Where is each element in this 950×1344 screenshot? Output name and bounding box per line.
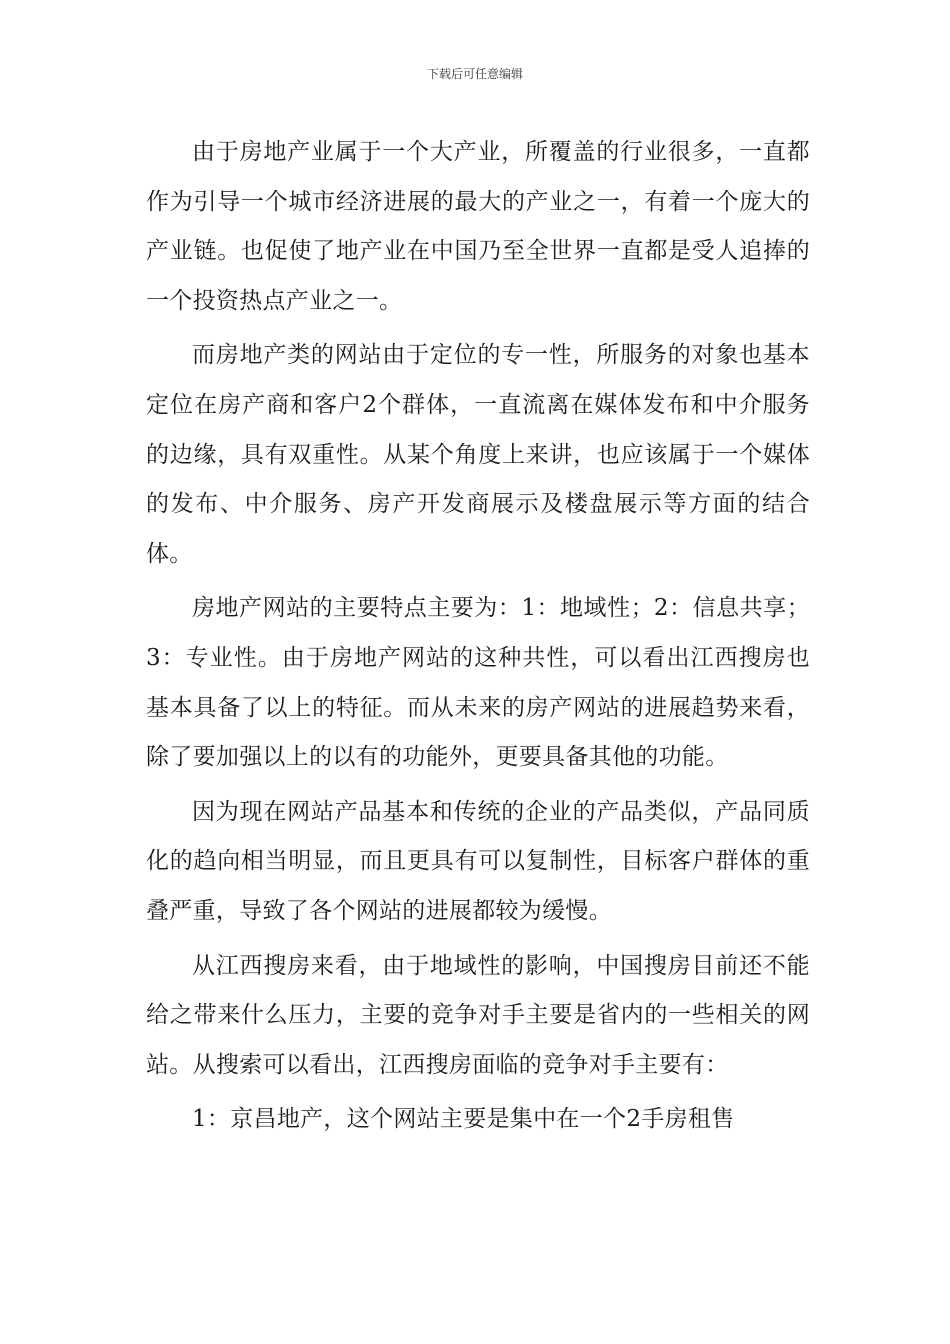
header-note: 下载后可任意编辑 [426,67,523,81]
paragraph: 因为现在网站产品基本和传统的企业的产品类似，产品同质化的趋向相当明显，而且更具有可以复制性，目标客户群体的重叠严重，导致了各个网站的进展都较为缓慢。 [146,798,810,924]
paragraph: 1：京昌地产，这个网站主要是集中在一个2手房租售 [192,1106,735,1133]
paragraph: 从江西搜房来看，由于地域性的影响，中国搜房目前还不能给之带来什么压力，主要的竞争对手主要是省内的一些相关的网站。从搜索可以看出，江西搜房面临的竞争对手主要有： [146,952,810,1078]
paragraph: 而房地产类的网站由于定位的专一性，所服务的对象也基本定位在房产商和客户2个群体，一直流离在媒体发布和中介服务的边缘，具有双重性。从某个角度上来讲，也应该属于一个媒体的发布、中介服务、房产开发商展示及楼盘展示等方面的结合体。 [146,342,810,567]
paragraph: 由于房地产业属于一个大产业，所覆盖的行业很多，一直都作为引导一个城市经济进展的最大的产业之一，有着一个庞大的产业链。也促使了地产业在中国乃至全世界一直都是受人追捧的一个投资热点产业之一。 [146,139,810,314]
paragraph: 房地产网站的主要特点主要为：1：地域性；2：信息共享；3：专业性。由于房地产网站的这种共性，可以看出江西搜房也基本具备了以上的特征。而从未来的房产网站的进展趋势来看，除了要加强以上的以有的功能外，更要具备其他的功能。 [146,595,810,771]
document-body [146,128,810,1150]
